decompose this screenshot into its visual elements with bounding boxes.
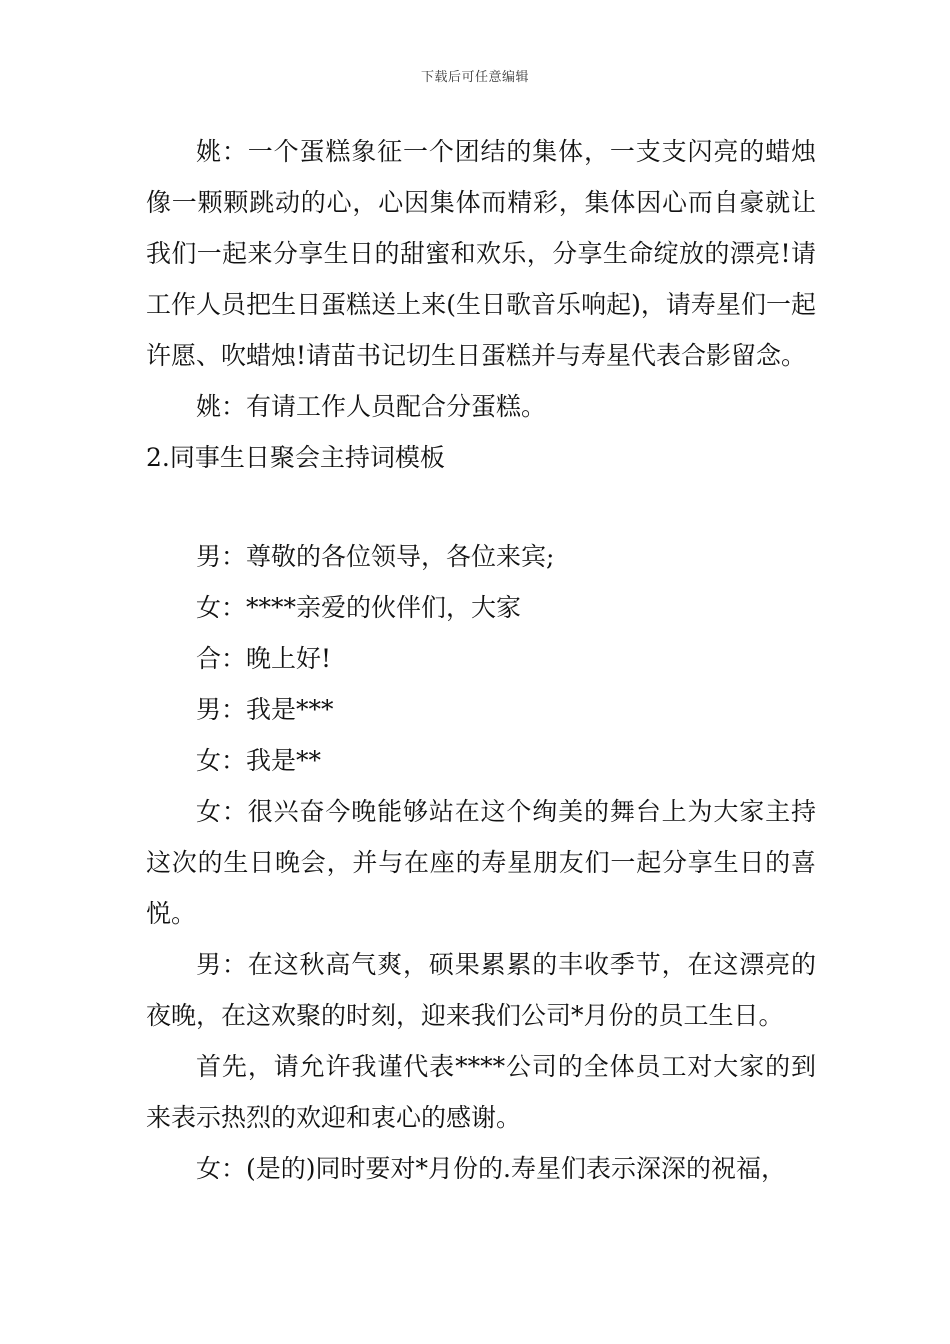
page-header-note: 下载后可任意编辑 bbox=[420, 70, 529, 85]
paragraph-greeting-female: 女：****亲爱的伙伴们，大家 bbox=[196, 593, 522, 622]
paragraph-male-autumn: 男：在这秋高气爽，硕果累累的丰收季节，在这漂亮的夜晚，在这欢聚的时刻，迎来我们公司*月份的员工生日。 bbox=[146, 950, 816, 1030]
paragraph-greeting-together: 合：晚上好! bbox=[196, 644, 332, 673]
paragraph-greeting-male: 男：尊敬的各位领导，各位来宾; bbox=[196, 542, 555, 571]
paragraph-female-blessing: 女：(是的)同时要对*月份的.寿星们表示深深的祝福， bbox=[196, 1154, 786, 1183]
section-spacer bbox=[146, 483, 816, 531]
document-body bbox=[146, 126, 816, 1194]
paragraph-female-excited: 女：很兴奋今晚能够站在这个绚美的舞台上为大家主持这次的生日晚会，并与在座的寿星朋友们一起分享生日的喜悦。 bbox=[146, 797, 816, 928]
paragraph-welcome: 首先，请允许我谨代表****公司的全体员工对大家的到来表示热烈的欢迎和衷心的感谢。 bbox=[146, 1052, 816, 1132]
paragraph-cake-speech: 姚：一个蛋糕象征一个团结的集体，一支支闪亮的蜡烛像一颗颗跳动的心，心因集体而精彩，集体因心而自豪就让我们一起来分享生日的甜蜜和欢乐，分享生命绽放的漂亮!请工作人员把生日蛋糕送上来(生日歌音乐响起)，请寿星们一起许愿、吹蜡烛!请苗书记切生日蛋糕并与寿星代表合影留念。 bbox=[146, 137, 816, 370]
paragraph-intro-female: 女：我是** bbox=[196, 746, 322, 775]
paragraph-cake-distribution: 姚：有请工作人员配合分蛋糕。 bbox=[196, 392, 547, 421]
section-heading: 2.同事生日聚会主持词模板 bbox=[146, 443, 445, 472]
paragraph-intro-male: 男：我是*** bbox=[196, 695, 334, 724]
